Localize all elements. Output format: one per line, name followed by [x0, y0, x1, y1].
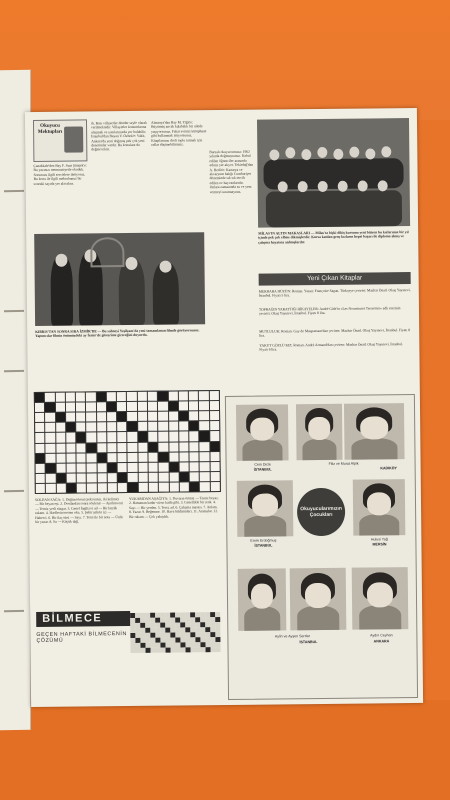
crossword-cell [169, 412, 178, 421]
crossword-cell [108, 483, 117, 492]
child-name: Filiz ve Murat Alpik [328, 461, 359, 466]
crossword-cell [56, 433, 65, 442]
crossword-cell [189, 432, 198, 441]
book-3: MUTLULUK: Roman. Guy de Maupassant'dan çeviren: Mazhar Önad. Okuş Yayınevi, İstanbul. Fiyatı 8 lira. [259, 328, 411, 339]
crossword-cell [87, 443, 96, 452]
crossword-cell [179, 432, 188, 441]
crossword-cell [67, 483, 76, 492]
crossword-cell [76, 443, 85, 452]
crossword-cell [56, 423, 65, 432]
crossword-cell [66, 413, 75, 422]
crossword-cell [128, 432, 137, 441]
child-photo [237, 480, 294, 537]
crossword-cell [76, 423, 85, 432]
crossword-cell [46, 453, 55, 462]
crossword-cell [118, 443, 127, 452]
crossword-cell [210, 421, 219, 430]
crossword-cell [66, 463, 75, 472]
crossword-cell [45, 423, 54, 432]
reader-letters-box [33, 119, 87, 162]
crossword-cell [77, 473, 86, 482]
reader-letters-title: Okuyucu Mektupları [37, 123, 63, 135]
child-photo [353, 479, 406, 536]
crossword-cell [138, 442, 147, 451]
crossword-cell [200, 452, 209, 461]
crossword-cell [46, 474, 55, 483]
crossword-cell [87, 483, 96, 492]
crossword-cell [107, 402, 116, 411]
letter-column-3: Almanya'dan Bay M. Yiğit'e: Büyümüş ancak kalabalık bir ailede yaşıyorsunuz. Fakat evinizi kütüphane gibi kullanmak istiyorsunuz. Kitaplarınızı derli toplu tutmak için raflar düşünebilirsiniz. [150, 120, 207, 147]
crossword-cell [179, 391, 188, 400]
crossword-cell [190, 452, 199, 461]
crossword-cell [138, 422, 147, 431]
crossword-cell [97, 443, 106, 452]
crossword-cell [200, 421, 209, 430]
crossword-cell [169, 432, 178, 441]
crossword-cell [86, 413, 95, 422]
crossword-cell [46, 433, 55, 442]
crossword-cell [139, 483, 148, 492]
child-name: Emre Erdoğmuş [250, 538, 277, 543]
crossword-cell [77, 453, 86, 462]
new-books-heading: Yeni Çıkan Kitaplar [259, 272, 411, 286]
book-1: MERHABA HÜZÜN: Roman. Yazan: Françoise Sagan. Türkçeye çeviren: Mazhar Önad. Okuş Yayınevi, İstanbul. Fiyatı 5 lira. [258, 288, 411, 299]
child-name: Aydın Ceyhan [370, 633, 393, 638]
crossword-cell [118, 453, 127, 462]
crossword-cell [107, 392, 116, 401]
crossword-cell [189, 401, 198, 410]
crossword-cell [127, 402, 136, 411]
crossword-cell [159, 432, 168, 441]
crossword-cell [128, 422, 137, 431]
crossword-cell [97, 473, 106, 482]
crossword-cell [210, 462, 219, 471]
crossword-cell [169, 462, 178, 471]
crossword-cell [77, 483, 86, 492]
new-books-section [259, 272, 412, 382]
crossword-cell [86, 402, 95, 411]
crossword-cell [199, 391, 208, 400]
crossword-cell [35, 453, 44, 462]
crossword-cell [210, 411, 219, 420]
child-name: Hulusi Yağ [370, 537, 388, 542]
crossword-cell [67, 473, 76, 482]
crossword-cell [148, 392, 157, 401]
child-photo [236, 404, 289, 461]
solution-cell [216, 647, 221, 652]
crossword-cell [179, 401, 188, 410]
crossword-cell [200, 432, 209, 441]
crossword-cell [66, 393, 75, 402]
crossword-cell [200, 462, 209, 471]
crossword-cell [158, 412, 167, 421]
crossword-cell [97, 412, 106, 421]
crossword-cell [159, 442, 168, 451]
crossword-cell [56, 413, 65, 422]
crossword-cell [210, 431, 219, 440]
crossword-cell [138, 462, 147, 471]
crossword-cell [97, 483, 106, 492]
crossword-cell [36, 484, 45, 493]
crossword-cell [87, 473, 96, 482]
crossword-cell [45, 393, 54, 402]
crossword-cell [108, 463, 117, 472]
crossword-cell [148, 422, 157, 431]
child-name: Aylin ve Ayşen Serdar [274, 634, 310, 639]
crossword-cell [200, 442, 209, 451]
child-photo [296, 404, 343, 460]
crossword-cell [158, 422, 167, 431]
child-city: MERSİN [372, 542, 387, 547]
magazine-page [25, 108, 423, 707]
crossword-cell [118, 483, 127, 492]
crossword-cell [45, 403, 54, 412]
crossword-cell [46, 484, 55, 493]
child-name: Cem Dicle [254, 462, 271, 467]
crossword-cell [138, 432, 147, 441]
crossword-cell [169, 402, 178, 411]
crossword-cell [117, 392, 126, 401]
crossword-cell [128, 473, 137, 482]
crossword-cell [66, 403, 75, 412]
readers-children-title: Okuyucularımızın Çocukları [297, 488, 346, 537]
crossword-cell [210, 401, 219, 410]
crossword-cell [190, 482, 199, 491]
crossword-cell [190, 442, 199, 451]
crossword-cell [210, 391, 219, 400]
child-city: İSTANBUL [299, 640, 318, 645]
crossword-cell [199, 401, 208, 410]
letter-column-2: dı. Bazı villayetler dönder seyfe olarak verilmektedir. Villayetler konumlarına ulaşmak ve yazılarınızda yer bulabilir. İstanbul'dan Bayan V. Özbek'e: Vakit, Ankara'da yeni doğmuş pek çok yeni denetimler vardır. Bu konulara da değinecektir. [90, 120, 147, 152]
clues-down: YUKARIDAN AŞAĞIYA: 1. Duvarın örtüsü — Temiz beyaz. 2. Hanuman kadar vücut kalfa gibi. 3. Genellikle bir renk. 4. Sayı — Bir yerden. 5. Tersi, ad. 6. Çalışma masası. 7. Anlam. 8. Yazar. 9. Beğenme. 10. Hava bildirimleri. 11. Atamalar. 12. Bir rakam — Çok yakışıklı. [128, 496, 219, 519]
crossword-cell [128, 412, 137, 421]
crossword-cell [138, 392, 147, 401]
crossword-cell [76, 433, 85, 442]
child-photo [238, 568, 287, 630]
crossword-cell [180, 472, 189, 481]
crossword-cell [179, 422, 188, 431]
last-week-solution-title: GEÇEN HAFTAKİ BİLMECENİN ÇÖZÜMÜ [36, 631, 127, 645]
crossword-cell [36, 464, 45, 473]
crossword-cell [46, 463, 55, 472]
crossword-cell [35, 403, 44, 412]
crossword-cell [169, 452, 178, 461]
crossword-cell [148, 442, 157, 451]
crossword-cell [56, 484, 65, 493]
crossword-cell [56, 453, 65, 462]
crossword-cell [138, 402, 147, 411]
orange-background [0, 0, 450, 120]
middle-column: Bursalı okuyucumuza: 1962 yılında doğmuşsunuz. Kabul edilen öğrenciler arasında adınız yer alıyor. Tekirdağ'dan A. Bedir'e: Kanarya ve akvaryum balığı Cumhuriyet döneminde sık sık tercih edilen ev hayvanlarıdır. Onlara zamanında su ve yem vermeyi unutmayınız. [209, 149, 254, 194]
crossword-cell [117, 412, 126, 421]
child-city: İSTANBUL [253, 467, 272, 472]
crossword-cell [117, 402, 126, 411]
crossword-cell [35, 433, 44, 442]
crossword-cell [87, 433, 96, 442]
crossword-grid [34, 390, 221, 494]
crossword-cell [87, 423, 96, 432]
crossword-cell [107, 433, 116, 442]
crossword-cell [189, 411, 198, 420]
crossword-cell [66, 433, 75, 442]
crossword-cell [148, 412, 157, 421]
crossword-cell [97, 433, 106, 442]
crossword-cell [46, 443, 55, 452]
crossword-cell [138, 473, 147, 482]
crossword-cell [107, 422, 116, 431]
letter-column-1: Çanakkale'den Bay F. Suat Şimşek'e: Bu yazınızı memnuniyetle okuduk. Sorunuzu ilgili servislere iletiyoruz. Bu konu ile ilgili mektubunuz bir sonraki sayıda yer alacaktır. [33, 163, 87, 186]
crossword-cell [77, 463, 86, 472]
crossword-cell [56, 473, 65, 482]
crossword-cell [35, 393, 44, 402]
crossword-cell [76, 392, 85, 401]
film-scene-photo [34, 232, 205, 326]
crossword-cell [148, 432, 157, 441]
child-city: İSTANBUL [254, 543, 273, 548]
crossword-cell [169, 482, 178, 491]
crossword-cell [149, 462, 158, 471]
child-photo [344, 403, 405, 460]
crossword-cell [107, 443, 116, 452]
crossword-cell [169, 472, 178, 481]
crossword-cell [86, 392, 95, 401]
crossword-cell [66, 443, 75, 452]
crossword-cell [158, 392, 167, 401]
crossword-cell [148, 402, 157, 411]
crossword-cell [127, 392, 136, 401]
crossword-cell [107, 453, 116, 462]
crossword-cell [55, 403, 64, 412]
crossword-cell [45, 413, 54, 422]
crossword-cell [97, 463, 106, 472]
crossword-cell [107, 412, 116, 421]
crossword-cell [210, 452, 219, 461]
crossword-cell [179, 412, 188, 421]
crossword-cell [117, 432, 126, 441]
crossword-cell [200, 482, 209, 491]
crossword-cell [138, 412, 147, 421]
crossword-cell [55, 393, 64, 402]
crossword-cell [128, 453, 137, 462]
child-photo [352, 567, 409, 630]
crossword-cell [159, 452, 168, 461]
crossword-cell [117, 422, 126, 431]
typewriter-icon [64, 126, 83, 152]
child-city: KADIKÖY [380, 466, 397, 471]
crossword-cell [96, 392, 105, 401]
crossword-cell [149, 483, 158, 492]
crossword-solution-grid [130, 612, 220, 653]
crossword-cell [118, 463, 127, 472]
crossword-cell [97, 423, 106, 432]
crossword-cell [149, 472, 158, 481]
crossword-cell [179, 452, 188, 461]
film-caption: KIBRIS'TAN SONRA SIRA İZMİR'DE — Bu sahneyi Yeşilçam'da yeni tamamlanan filmde görüyorsunuz. Yapımcılar filmin önümüzdeki ay İzmir'de gösterime gireceğini duyurdu. [35, 328, 200, 339]
crossword-cell [199, 411, 208, 420]
crossword-cell [179, 462, 188, 471]
crossword-cell [128, 442, 137, 451]
crossword-cell [128, 483, 137, 492]
crossword-cell [190, 462, 199, 471]
readers-children-section [225, 394, 418, 700]
milas-caption: MİLAS'IN ALTIN MAKASLARI — Milas'ta biçki dikiş kursunu yeni bitiren bu kızlarımız bir yıl içinde pek çok elbise dikmişlerdir. Kursa katılan genç kızların hepsi başarı ile diploma almış ve çalışma hayatına atılmışlardır. [258, 230, 409, 245]
crossword-cell [97, 402, 106, 411]
child-city: ANKARA [373, 639, 390, 644]
crossword-cell [66, 453, 75, 462]
crossword-cell [76, 403, 85, 412]
crossword-cell [108, 473, 117, 482]
book-2: TOPRAĞIN YARATTIĞI HİKAYELER: André Gide'in «Les Nourritures Terrestres» adlı eserinin çevirisi. Okuş Yayınevi, İstanbul. Fiyatı 8 lira. [258, 306, 401, 317]
bilmece-banner: BİLMECE [36, 611, 130, 627]
crossword-cell [36, 474, 45, 483]
child-photo [290, 568, 347, 631]
crossword-cell [87, 453, 96, 462]
crossword-cell [169, 422, 178, 431]
crossword-cell [179, 442, 188, 451]
milas-group-photo [257, 118, 410, 228]
crossword-cell [35, 423, 44, 432]
crossword-cell [35, 413, 44, 422]
crossword-cell [168, 391, 177, 400]
orange-background-bottom [0, 700, 450, 800]
crossword-cell [180, 482, 189, 491]
crossword-cell [76, 413, 85, 422]
crossword-cell [66, 423, 75, 432]
crossword-cell [189, 391, 198, 400]
book-4: YAKUT GÖZLÜ KIZ: Roman. André Armand'dan çeviren: Mazhar Önad. Okuş Yayınevi, İstanbul. Fiyatı 6 lira. [259, 342, 403, 353]
crossword-cell [118, 473, 127, 482]
crossword-cell [158, 402, 167, 411]
crossword-cell [210, 472, 219, 481]
crossword-cell [169, 442, 178, 451]
crossword-cell [210, 482, 219, 491]
crossword-cell [200, 472, 209, 481]
crossword-cell [159, 482, 168, 491]
crossword-cell [97, 453, 106, 462]
crossword-cell [149, 452, 158, 461]
crossword-cell [190, 472, 199, 481]
crossword-cell [138, 452, 147, 461]
crossword-cell [56, 463, 65, 472]
crossword-cell [159, 462, 168, 471]
crossword-cell [128, 463, 137, 472]
crossword-cell [35, 443, 44, 452]
crossword-cell [87, 463, 96, 472]
crossword-cell [56, 443, 65, 452]
crossword-cell [210, 442, 219, 451]
crossword-cell [189, 422, 198, 431]
clues-across: SOLDAN SAĞA: 1. Düğün töreni (eski terim, iki kelime) — Bir beyan eşi. 2. Dostlardan sonra söylenir — Ayrılma eni — Temiz yerli rüzgar. 3. Genel İngilizce ad — Bir küçük rakam. 4. Harflerin tersten oku. 5. Şehir şehrin içi — Haberci. 6. Bir ilaç türü — Sayı. 7. Tersi ile bir nota — Ünlü bir yazar. 8. Su — Küçük dağ. [34, 497, 123, 525]
crossword-cell [159, 472, 168, 481]
